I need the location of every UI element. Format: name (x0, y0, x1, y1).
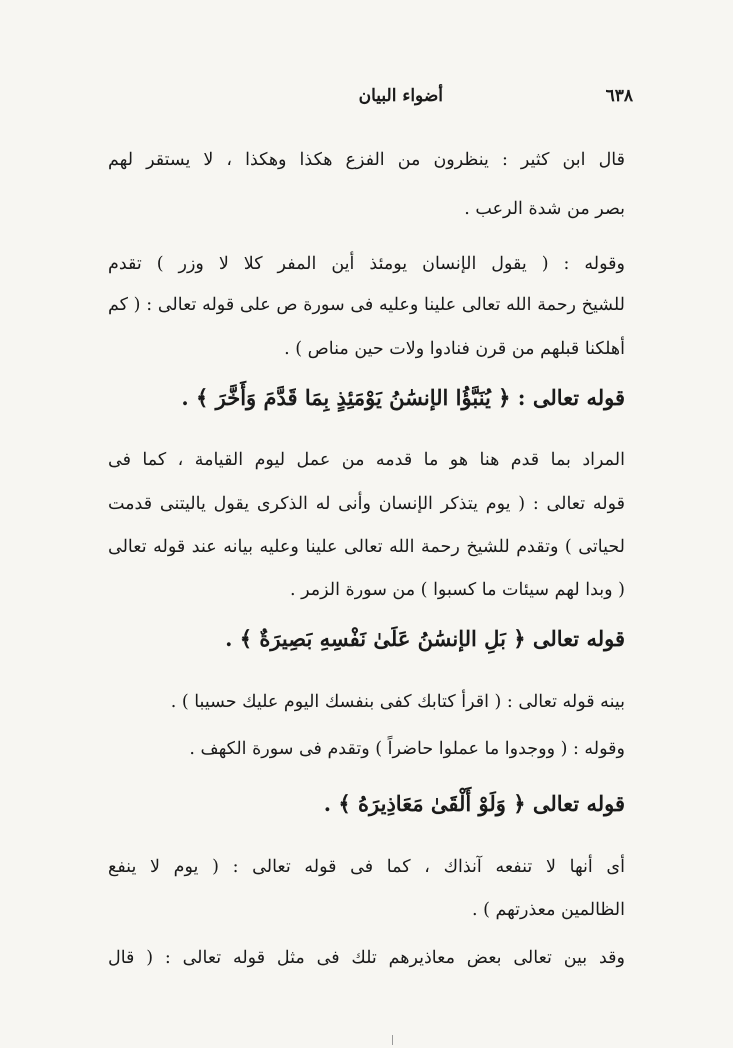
text-line: للشيخ رحمة الله تعالى علينا وعليه فى سورة ص على قوله تعالى : ( كم (108, 295, 625, 315)
page-number: ٦٣٨ (605, 86, 633, 106)
text-line: المراد بما قدم هنا هو ما قدمه من عمل ليوم القيامة ، كما فى (108, 450, 625, 470)
text-line: الظالمين معذرتهم ) . (471, 900, 625, 920)
text-line: وقوله : ( ووجدوا ما عملوا حاضراً ) وتقدم فى سورة الكهف . (189, 739, 625, 759)
text-line: ( وبدا لهم سيئات ما كسبوا ) من سورة الزمر . (289, 580, 625, 600)
text-line: وقوله : ( يقول الإنسان يومئذ أين المفر كلا لا وزر ) تقدم (108, 254, 625, 274)
page-header (0, 86, 733, 116)
text-line: لحياتى ) وتقدم للشيخ رحمة الله تعالى علينا وعليه بيانه عند قوله تعالى (108, 537, 625, 557)
quran-verse-heading: قوله تعالى : ﴿ يُنَبَّؤُا الإنسَٰنُ يَوْمَئِذٍ بِمَا قَدَّمَ وَأَخَّرَ ﴾ . (181, 385, 625, 410)
quran-verse-heading: قوله تعالى ﴿ بَلِ الإنسَٰنُ عَلَىٰ نَفْسِهِ بَصِيرَةٌ ﴾ . (225, 626, 625, 651)
quran-verse-heading: قوله تعالى ﴿ وَلَوْ أَلْقَىٰ مَعَاذِيرَهُ ﴾ . (323, 791, 625, 816)
text-line: قال ابن كثير : ينظرون من الفزع هكذا وهكذا ، لا يستقر لهم (108, 150, 625, 170)
text-line: قوله تعالى : ( يوم يتذكر الإنسان وأنى له الذكرى يقول ياليتنى قدمت (108, 494, 625, 514)
text-line: أهلكنا قبلهم من قرن فنادوا ولات حين مناص ) . (284, 339, 625, 359)
text-line: بينه قوله تعالى : ( اقرأ كتابك كفى بنفسك اليوم عليك حسيبا ) . (170, 692, 625, 712)
running-title: أضواء البيان (358, 86, 443, 106)
page-edge-mark (392, 1035, 393, 1045)
text-line: بصر من شدة الرعب . (464, 199, 625, 219)
text-line: أى أنها لا تنفعه آنذاك ، كما فى قوله تعالى : ( يوم لا ينفع (108, 857, 625, 877)
text-line: وقد بين تعالى بعض معاذيرهم تلك فى مثل قوله تعالى : ( قال (108, 948, 625, 968)
